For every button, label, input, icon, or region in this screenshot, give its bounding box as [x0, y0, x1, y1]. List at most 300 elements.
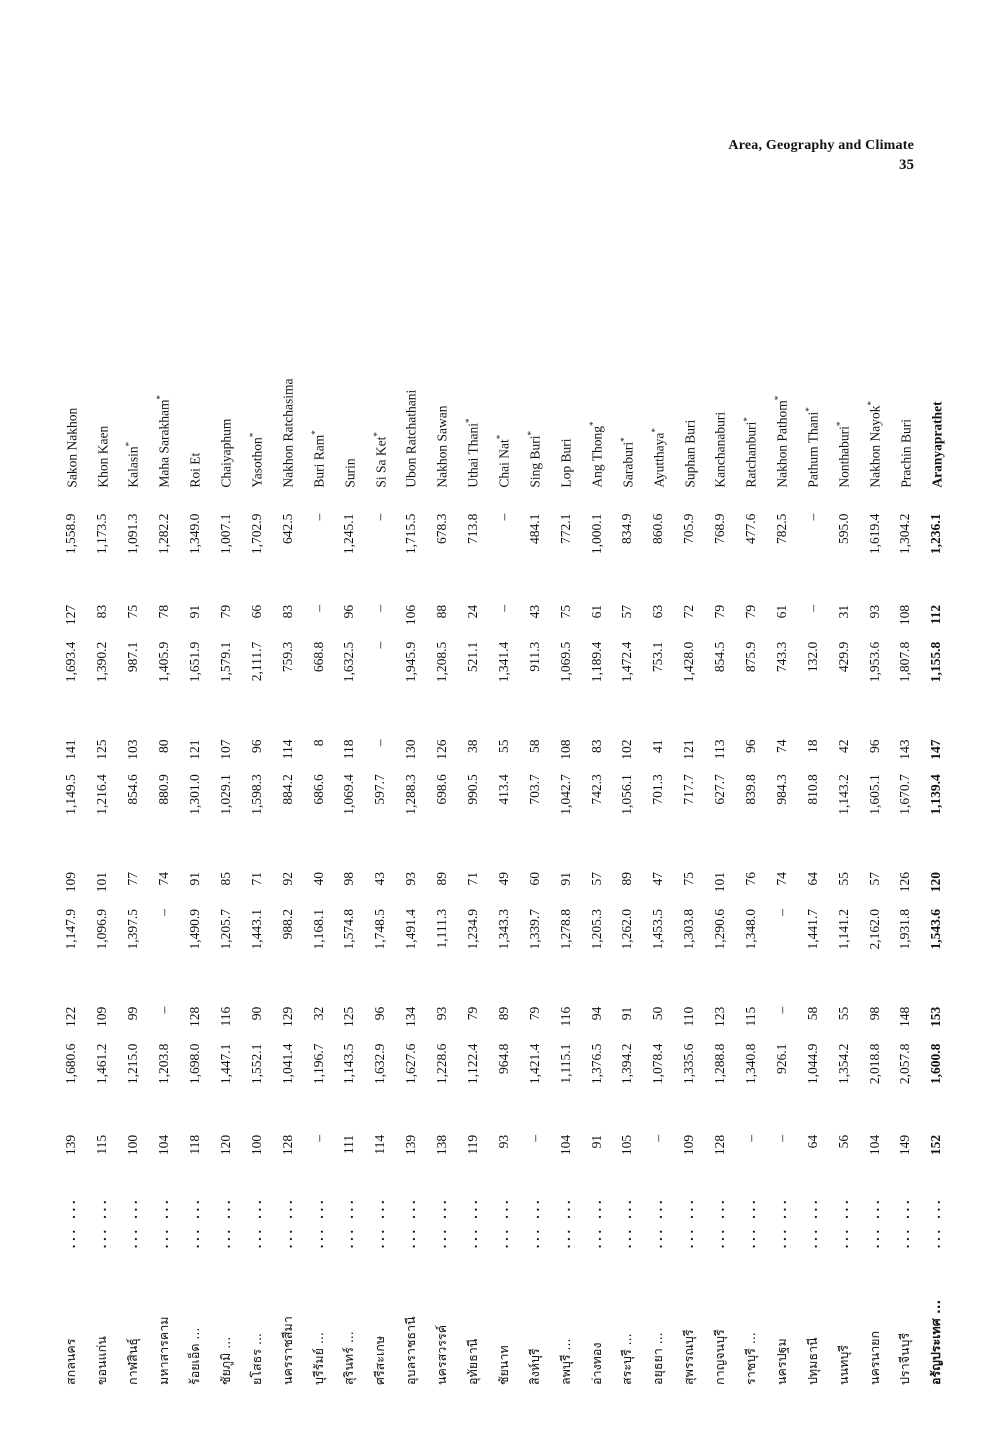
rainfall-mm-cell: 1,143.5 — [341, 1043, 357, 1085]
footnote-star: * — [495, 434, 506, 440]
rainfall-mm-cell: 413.4 — [495, 774, 511, 805]
rain-days-cell: – — [743, 1134, 759, 1142]
rain-days-cell: 143 — [897, 739, 913, 760]
rain-days-cell: 18 — [804, 739, 820, 754]
rainfall-mm-cell: 1,405.9 — [156, 641, 172, 683]
rainfall-mm-cell: 1,288.3 — [403, 774, 419, 815]
province-thai-name: นครราชสีมา — [279, 1316, 295, 1385]
rain-days-cell: 116 — [557, 1006, 573, 1027]
table-row — [890, 225, 921, 1385]
rain-days-cell: 134 — [403, 1006, 419, 1027]
rain-days-cell: 121 — [681, 739, 697, 760]
table-row — [828, 225, 859, 1385]
footnote-star: * — [742, 417, 753, 422]
rain-days-cell: 108 — [897, 604, 913, 626]
rain-days-cell: 79 — [526, 1006, 542, 1021]
province-english-name — [458, 225, 489, 510]
rainfall-mm-cell: 678.3 — [434, 513, 450, 545]
rain-days-cell: 104 — [557, 1134, 573, 1156]
rain-days-cell: 71 — [465, 872, 481, 886]
rainfall-mm-cell: 1,056.1 — [619, 774, 635, 815]
rain-days-cell: 49 — [495, 872, 511, 886]
leader-dots: ... ... — [465, 1196, 481, 1249]
rain-days-cell: 90 — [248, 1006, 264, 1021]
table-row — [643, 225, 674, 1385]
province-english-name — [56, 225, 87, 510]
province-thai-name: นครนายก — [866, 1330, 882, 1385]
table-row — [87, 225, 118, 1385]
rainfall-mm-cell: 1,552.1 — [248, 1043, 264, 1085]
rainfall-mm-cell: 1,290.6 — [712, 908, 728, 950]
rain-days-cell: 58 — [804, 1006, 820, 1021]
footnote-star: * — [526, 431, 537, 436]
rain-days-cell: 74 — [156, 872, 172, 886]
rain-days-cell: – — [773, 1006, 789, 1014]
province-thai-name: อรัญประเทศ ... — [928, 1299, 944, 1385]
rainfall-mm-cell: 1,715.5 — [403, 513, 419, 555]
province-thai-name: บุรีรัมย์ ... — [310, 1332, 326, 1385]
rainfall-mm-cell: 1,390.2 — [94, 641, 110, 683]
rainfall-mm-cell: 1,632.5 — [341, 641, 357, 683]
rain-days-cell: 122 — [63, 1006, 79, 1027]
rainfall-mm-cell: 1,078.4 — [650, 1043, 666, 1085]
rainfall-mm-cell: 1,953.6 — [866, 641, 882, 683]
province-thai-name: ยโสธร ... — [248, 1333, 264, 1385]
province-english-name — [674, 225, 705, 510]
rain-days-cell: 96 — [743, 739, 759, 754]
footnote-star: * — [371, 432, 382, 437]
leader-dots: ... ... — [773, 1196, 789, 1249]
province-english-name — [87, 225, 118, 510]
rain-days-cell: 83 — [279, 604, 295, 619]
province-english-label: Uthai Thani — [465, 423, 481, 488]
rain-days-cell: – — [310, 1134, 326, 1142]
province-english-label: Nakhon Pathom — [774, 400, 790, 488]
province-thai-name: อยุธยา ... — [650, 1332, 666, 1385]
rain-days-cell: 110 — [681, 1006, 697, 1027]
rain-days-cell: 148 — [897, 1006, 913, 1027]
rainfall-mm-cell: 1,574.8 — [341, 908, 357, 950]
province-english-label: Maha Sarakham — [156, 399, 172, 488]
rainfall-mm-cell: 810.8 — [804, 774, 820, 805]
province-english-label: Pathum Thani — [805, 411, 821, 488]
rain-days-cell: 116 — [217, 1006, 233, 1027]
footnote-star: * — [773, 395, 784, 401]
rain-days-cell: 141 — [63, 739, 79, 760]
rainfall-mm-cell: 926.1 — [773, 1043, 789, 1075]
rain-days-cell: 93 — [495, 1134, 511, 1149]
province-english-label: Kalasin — [125, 446, 141, 488]
rainfall-mm-cell: 1,205.3 — [588, 908, 604, 950]
rain-days-cell: – — [310, 604, 326, 612]
rainfall-mm-cell: 1,122.4 — [465, 1043, 481, 1085]
rain-days-cell: 107 — [217, 739, 233, 760]
province-english-name — [118, 225, 149, 510]
rainfall-mm-cell: 1,143.2 — [835, 774, 851, 815]
rainfall-mm-cell: 1,173.5 — [94, 513, 110, 555]
rain-days-cell: 98 — [341, 872, 357, 886]
province-english-name — [581, 225, 612, 510]
rain-days-cell: 55 — [495, 739, 511, 754]
rain-days-cell: 76 — [743, 872, 759, 886]
table-row — [612, 225, 643, 1385]
province-english-label: Ayutthaya — [651, 432, 667, 488]
rainfall-mm-cell: 860.6 — [650, 513, 666, 545]
province-english-label: Buri Ram — [311, 434, 327, 488]
province-thai-name: อุทัยธานี — [465, 1338, 481, 1385]
page-running-title: Area, Geography and Climate — [728, 138, 914, 153]
table-row — [458, 225, 489, 1385]
province-english-name — [550, 225, 581, 510]
footnote-star: * — [804, 407, 815, 412]
table-row — [705, 225, 736, 1385]
rainfall-mm-cell: 1,301.0 — [187, 774, 202, 815]
rain-days-cell: 102 — [619, 739, 635, 760]
rainfall-mm-cell: 987.1 — [125, 641, 141, 673]
rainfall-mm-cell: 782.5 — [773, 513, 789, 545]
rainfall-mm-cell: – — [372, 641, 388, 649]
rainfall-mm-cell: 701.3 — [650, 774, 666, 805]
rainfall-mm-cell: 1,205.7 — [217, 908, 233, 950]
rainfall-mm-cell: 698.6 — [434, 774, 450, 805]
province-english-name — [736, 225, 767, 510]
province-english-label: Roi Et — [187, 452, 203, 488]
rainfall-mm-cell: 1,149.5 — [63, 774, 79, 815]
rain-days-cell: 57 — [588, 872, 604, 886]
province-thai-name: นครสวรรค์ — [434, 1324, 450, 1385]
rainfall-mm-cell: 1,600.8 — [928, 1043, 944, 1085]
province-english-name — [921, 225, 952, 510]
rain-days-cell: – — [495, 604, 511, 612]
leader-dots: ... ... — [743, 1196, 759, 1249]
rain-days-cell: 55 — [835, 872, 851, 886]
rain-days-cell: 96 — [372, 1006, 388, 1021]
rain-days-cell: 88 — [434, 604, 450, 619]
leader-dots: ... ... — [434, 1196, 450, 1249]
rain-days-cell: 85 — [217, 872, 233, 886]
rain-days-cell: 125 — [94, 739, 110, 760]
rain-days-cell: 93 — [403, 872, 419, 886]
rainfall-mm-cell: 1,155.8 — [928, 641, 944, 683]
province-english-name — [210, 225, 241, 510]
table-row — [303, 225, 334, 1385]
rainfall-mm-cell: 772.1 — [557, 513, 573, 545]
rain-days-cell: 75 — [681, 872, 697, 886]
rainfall-mm-cell: 884.2 — [279, 774, 295, 805]
rainfall-mm-cell: 1,693.4 — [63, 641, 79, 683]
rain-days-cell: 92 — [279, 872, 295, 886]
rainfall-mm-cell: 1,354.2 — [835, 1043, 851, 1085]
rain-days-cell: 64 — [804, 1134, 820, 1149]
leader-dots: ... ... — [712, 1196, 728, 1249]
rainfall-mm-cell: 1,670.7 — [897, 774, 913, 815]
rainfall-mm-cell: 477.6 — [743, 513, 759, 545]
rainfall-mm-cell: 1,340.8 — [743, 1043, 759, 1085]
rain-days-cell: 79 — [712, 604, 728, 619]
province-english-name — [180, 225, 211, 510]
rain-days-cell: 47 — [650, 872, 666, 886]
rainfall-mm-cell: 743.3 — [773, 641, 789, 673]
rain-days-cell: 71 — [248, 872, 264, 886]
province-thai-name: ราชบุรี ... — [743, 1332, 759, 1385]
leader-dots: ... ... — [650, 1196, 666, 1249]
table-row — [519, 225, 550, 1385]
table-row — [766, 225, 797, 1385]
rain-days-cell: 91 — [187, 872, 202, 886]
province-english-label: Nakhon Sawan — [434, 405, 450, 488]
province-english-label: Si Sa Ket — [373, 436, 389, 488]
rainfall-mm-cell: 1,168.1 — [310, 908, 326, 950]
rain-days-cell: 89 — [495, 1006, 511, 1021]
footnote-star: * — [124, 441, 135, 447]
rainfall-mm-cell: 1,139.4 — [928, 774, 944, 815]
rain-days-cell: 93 — [866, 604, 882, 619]
rainfall-mm-cell: 1,208.5 — [434, 641, 450, 683]
leader-dots: ... ... — [526, 1196, 542, 1249]
rain-days-cell: 31 — [835, 604, 851, 619]
province-english-name — [488, 225, 519, 510]
province-english-name — [149, 225, 180, 510]
rainfall-mm-cell: 1,698.0 — [187, 1043, 202, 1085]
footnote-star: * — [834, 421, 845, 427]
table-row — [241, 225, 272, 1385]
province-thai-name: นนทบุรี — [835, 1345, 851, 1385]
province-thai-name: ชัยนาท — [495, 1345, 511, 1385]
rain-days-cell: 57 — [866, 872, 882, 886]
rainfall-mm-cell: 2,057.8 — [897, 1043, 913, 1085]
rainfall-mm-cell: 1,627.6 — [403, 1043, 419, 1085]
table-row — [334, 225, 365, 1385]
province-english-label: Khon Kaen — [95, 425, 111, 488]
rain-days-cell: – — [773, 1134, 789, 1142]
rainfall-mm-cell: 1,632.9 — [372, 1043, 388, 1085]
rainfall-mm-cell: 1,579.1 — [217, 641, 233, 683]
rain-days-cell: 128 — [279, 1134, 295, 1156]
rain-days-cell: 115 — [743, 1006, 759, 1027]
rain-days-cell: – — [650, 1134, 666, 1142]
rain-days-cell: 41 — [650, 739, 666, 754]
rainfall-mm-cell: 1,748.5 — [372, 908, 388, 950]
rain-days-cell: – — [372, 739, 388, 747]
province-thai-name: ชัยภูมิ ... — [217, 1336, 233, 1385]
rainfall-mm-cell: 1,558.9 — [63, 513, 79, 555]
rainfall-mm-cell: 1,069.5 — [557, 641, 573, 683]
leader-dots: ... ... — [63, 1196, 79, 1249]
rainfall-mm-cell: 1,115.1 — [557, 1043, 573, 1084]
rain-days-cell: 55 — [835, 1006, 851, 1021]
rainfall-mm-cell: 839.8 — [743, 774, 759, 805]
rainfall-mm-cell: 1,443.1 — [248, 908, 264, 950]
rain-days-cell: 38 — [465, 739, 481, 754]
footnote-star: * — [865, 401, 876, 406]
rainfall-mm-cell: 1,111.3 — [434, 908, 450, 949]
table-row — [365, 225, 396, 1385]
rain-days-cell: 103 — [125, 739, 141, 760]
province-english-label: Ubon Ratchathani — [403, 389, 419, 488]
rain-days-cell: 98 — [866, 1006, 882, 1021]
leader-dots: ... ... — [866, 1196, 882, 1249]
rain-days-cell: 93 — [434, 1006, 450, 1021]
province-thai-name: สุรินทร์ ... — [341, 1331, 357, 1385]
province-english-label: Saraburi — [620, 441, 636, 488]
province-english-name — [303, 225, 334, 510]
rainfall-mm-cell: 2,018.8 — [866, 1043, 882, 1085]
province-english-name — [334, 225, 365, 510]
rainfall-mm-cell: 742.3 — [588, 774, 604, 805]
rainfall-mm-cell: – — [773, 908, 789, 916]
rain-days-cell: 129 — [279, 1006, 295, 1027]
rainfall-mm-cell: 627.7 — [712, 774, 728, 805]
province-english-name — [890, 225, 921, 510]
province-english-label: Lop Buri — [558, 438, 574, 488]
rain-days-cell: 83 — [588, 739, 604, 754]
province-english-name — [365, 225, 396, 510]
rain-days-cell: 128 — [187, 1006, 202, 1027]
rain-days-cell: 100 — [125, 1134, 141, 1156]
rain-days-cell: 96 — [341, 604, 357, 619]
rainfall-mm-cell: 1,807.8 — [897, 641, 913, 683]
rainfall-mm-cell: 1,228.6 — [434, 1043, 450, 1085]
rain-days-cell: 43 — [372, 872, 388, 886]
table-row — [488, 225, 519, 1385]
rain-days-cell: 91 — [557, 872, 573, 886]
rainfall-mm-cell: 1,335.6 — [681, 1043, 697, 1085]
leader-dots: ... ... — [403, 1196, 419, 1249]
rainfall-mm-cell: 429.9 — [835, 641, 851, 673]
rain-days-cell: 42 — [835, 739, 851, 754]
rainfall-mm-cell: 1,339.7 — [526, 908, 542, 950]
province-english-label: Sing Buri — [527, 435, 543, 488]
table-row — [550, 225, 581, 1385]
rain-days-cell: 64 — [804, 872, 820, 886]
rain-days-cell: – — [156, 1006, 172, 1014]
province-thai-name: กาฬสินธุ์ — [125, 1338, 141, 1385]
rainfall-mm-cell: 132.0 — [804, 641, 820, 673]
rainfall-mm-cell: 703.7 — [526, 774, 542, 805]
rainfall-mm-cell: 1,651.9 — [187, 641, 202, 683]
leader-dots: ... ... — [835, 1196, 851, 1249]
leader-dots: ... ... — [588, 1196, 604, 1249]
rainfall-mm-cell: 1,461.2 — [94, 1043, 110, 1085]
province-thai-name: ร้อยเอ็ด ... — [187, 1327, 202, 1385]
rainfall-mm-cell: 1,543.6 — [928, 908, 944, 950]
rain-days-cell: 100 — [248, 1134, 264, 1156]
rain-days-cell: 57 — [619, 604, 635, 619]
leader-dots: ... ... — [897, 1196, 913, 1249]
rain-days-cell: 111 — [341, 1134, 357, 1155]
footnote-star: * — [309, 430, 320, 435]
rainfall-mm-cell: 686.6 — [310, 774, 326, 805]
rain-days-cell: 115 — [94, 1134, 110, 1155]
rainfall-mm-cell: 1,447.1 — [217, 1043, 233, 1085]
rainfall-mm-cell: 642.5 — [279, 513, 295, 545]
province-thai-name: สกลนคร — [63, 1338, 79, 1385]
province-english-name — [705, 225, 736, 510]
rain-days-cell: 130 — [403, 739, 419, 760]
rain-days-cell: – — [372, 604, 388, 612]
province-english-label: Ratchanburi — [743, 421, 759, 488]
table-row — [581, 225, 612, 1385]
rainfall-mm-cell: – — [156, 908, 172, 916]
province-english-label: Sakon Nakhon — [64, 407, 80, 488]
rain-days-cell: – — [526, 1134, 542, 1142]
rainfall-mm-cell: 1,394.2 — [619, 1043, 635, 1085]
rainfall-mm-cell: 1,216.4 — [94, 774, 110, 815]
rain-days-cell: 79 — [465, 1006, 481, 1021]
province-thai-name: กาญจนบุรี — [712, 1329, 728, 1385]
rainfall-mm-cell: 1,147.9 — [63, 908, 79, 950]
rainfall-mm-cell: – — [372, 513, 388, 521]
rainfall-mm-cell: 1,236.1 — [928, 513, 944, 555]
rainfall-mm-cell: 1,490.9 — [187, 908, 202, 950]
rain-days-cell: 83 — [94, 604, 110, 619]
rain-days-cell: 56 — [835, 1134, 851, 1149]
rainfall-mm-cell: 484.1 — [526, 513, 542, 545]
rainfall-mm-cell: 1,189.4 — [588, 641, 604, 683]
rainfall-mm-cell: 1,215.0 — [125, 1043, 141, 1085]
rain-days-cell: 24 — [465, 604, 481, 619]
rainfall-mm-cell: 1,234.9 — [465, 908, 481, 950]
rain-days-cell: 43 — [526, 604, 542, 619]
footnote-star: * — [464, 418, 475, 424]
province-english-name — [859, 225, 890, 510]
rain-days-cell: 125 — [341, 1006, 357, 1027]
rain-days-cell: 96 — [866, 739, 882, 754]
table-row — [149, 225, 180, 1385]
rain-days-cell: 138 — [434, 1134, 450, 1156]
province-english-label: Nonthaburi — [836, 426, 852, 488]
leader-dots: ... ... — [187, 1196, 202, 1249]
rain-days-cell: 78 — [156, 604, 172, 619]
rainfall-mm-cell: 1,397.5 — [125, 908, 141, 950]
rain-days-cell: 109 — [63, 872, 79, 893]
table-row — [56, 225, 87, 1385]
footnote-star: * — [248, 432, 259, 438]
rain-days-cell: 89 — [434, 872, 450, 886]
rainfall-mm-cell: 988.2 — [279, 908, 295, 940]
rain-days-cell: 63 — [650, 604, 666, 619]
rain-days-cell: 126 — [897, 872, 913, 893]
rain-days-cell: 149 — [897, 1134, 913, 1156]
province-english-label: Suphan Buri — [682, 419, 697, 488]
table-row — [921, 225, 952, 1385]
rain-days-cell: 8 — [310, 739, 326, 747]
province-english-label: Surin — [342, 458, 358, 488]
rainfall-mm-cell: 1,196.7 — [310, 1043, 326, 1085]
province-english-name — [396, 225, 427, 510]
province-english-label: Chai Nat — [496, 439, 512, 488]
rainfall-mm-cell: 1,303.8 — [681, 908, 697, 950]
rain-days-cell: 123 — [712, 1006, 728, 1027]
province-english-label: Yasothon — [249, 437, 265, 488]
leader-dots: ... ... — [804, 1196, 820, 1249]
rain-days-cell: 91 — [619, 1006, 635, 1021]
rainfall-mm-cell: 2,162.0 — [866, 908, 882, 950]
leader-dots: ... ... — [279, 1196, 295, 1249]
rainfall-mm-cell: 2,111.7 — [248, 641, 264, 682]
province-thai-name: ปทุมธานี — [804, 1337, 820, 1385]
table-row — [674, 225, 705, 1385]
leader-dots: ... ... — [557, 1196, 573, 1249]
rainfall-mm-cell: 1,945.9 — [403, 641, 419, 683]
province-thai-name: อุบลราชธานี — [403, 1316, 419, 1385]
leader-dots: ... ... — [125, 1196, 141, 1249]
rain-days-cell: 99 — [125, 1006, 141, 1021]
rain-days-cell: 80 — [156, 739, 172, 754]
table-row — [427, 225, 458, 1385]
rain-days-cell: 40 — [310, 872, 326, 886]
footnote-star: * — [618, 437, 629, 442]
